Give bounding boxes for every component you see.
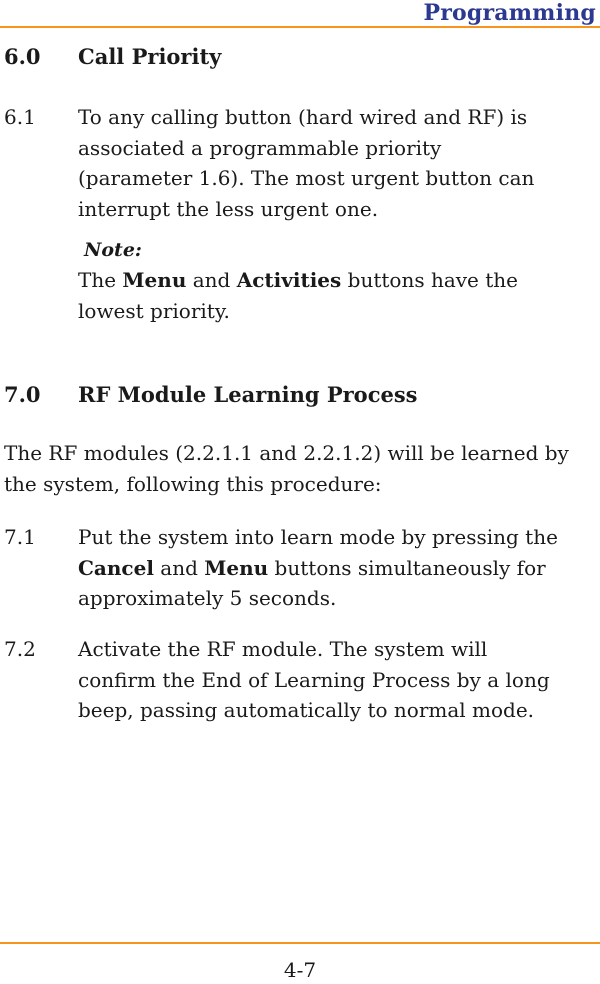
header-title: Programming <box>423 0 596 26</box>
item-7-1-menu-bold: Menu <box>204 555 269 580</box>
note-text: The Menu and Activities buttons have the lowest priority. <box>78 268 518 323</box>
section-6-number: 6.0 <box>4 44 41 69</box>
item-7-2-number: 7.2 <box>4 637 36 661</box>
page-number: 4-7 <box>283 958 317 982</box>
item-7-1-text: Put the system into learn mode by pressing the Cancel and Menu buttons simultaneously for approximately 5 seconds. <box>78 525 558 610</box>
section-6-title: Call Priority <box>78 44 222 69</box>
item-6-1-text: To any calling button (hard wired and RF) is associated a programmable priority (parameter 1.6). The most urgent button can interrupt the less urgent one. <box>78 105 535 221</box>
note-label: Note: <box>84 239 142 261</box>
header-divider <box>0 26 600 28</box>
item-7-1-number: 7.1 <box>4 525 36 549</box>
item-6-1-number: 6.1 <box>4 105 36 129</box>
note-menu-bold: Menu <box>122 268 187 292</box>
footer-divider <box>0 942 600 944</box>
section-7-number: 7.0 <box>4 382 41 407</box>
section-7-intro: The RF modules (2.2.1.1 and 2.2.1.2) will be learned by the system, following this procedure: <box>4 441 569 496</box>
item-7-2-text: Activate the RF module. The system will confirm the End of Learning Process by a long beep, passing automatically to normal mode. <box>78 637 550 722</box>
note-activities-bold: Activities <box>236 268 342 292</box>
section-7-title: RF Module Learning Process <box>78 382 418 407</box>
item-7-1-cancel-bold: Cancel <box>78 555 154 580</box>
